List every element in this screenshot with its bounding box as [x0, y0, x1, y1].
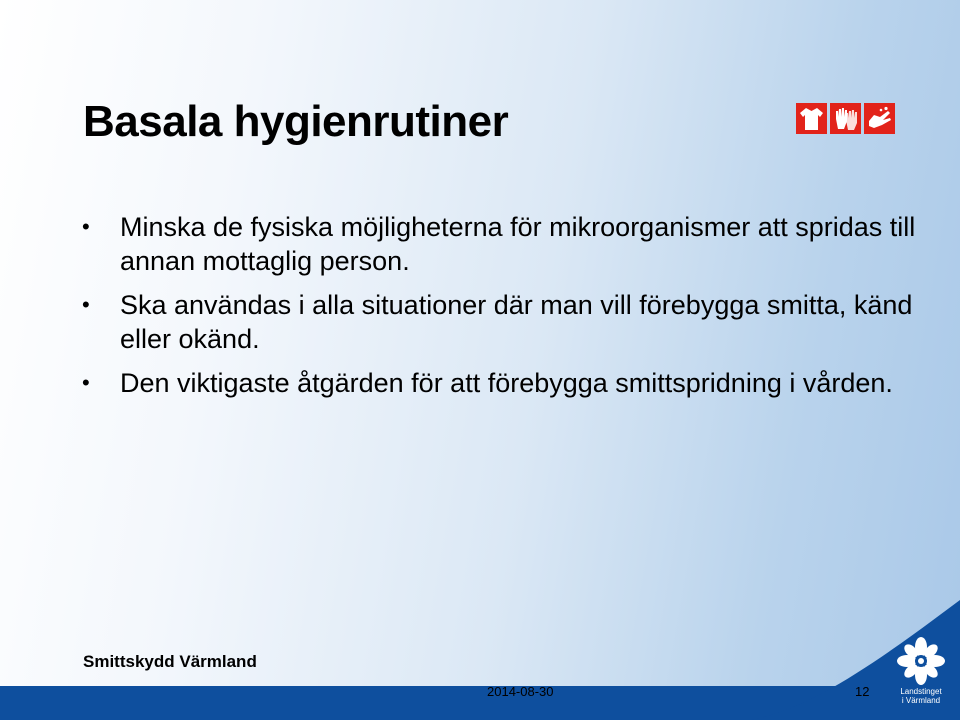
- logo-text-line1: Landstinget: [900, 687, 942, 696]
- slide-title: Basala hygienrutiner: [83, 97, 509, 146]
- slide-date: 2014-08-30: [487, 684, 554, 699]
- bullet-item: [82, 366, 922, 400]
- bullet-text: Ska användas i alla situationer där man vill förebygga smitta, känd eller okänd.: [120, 290, 913, 354]
- bullet-dot: •: [82, 370, 90, 395]
- bullet-list: [82, 210, 922, 410]
- bullet-dot: •: [82, 292, 90, 317]
- gloves-icon: [830, 103, 861, 134]
- page-number: 12: [855, 684, 870, 699]
- footer-organization: Smittskydd Värmland: [83, 652, 257, 671]
- bullet-item: [82, 288, 922, 356]
- apron-icon: [796, 103, 827, 134]
- county-flower-logo: [896, 636, 946, 712]
- logo-text-line2: i Värmland: [901, 696, 941, 705]
- bullet-item: [82, 210, 922, 278]
- bullet-text: Den viktigaste åtgärden för att förebygga smittspridning i vården.: [120, 368, 893, 398]
- hygiene-icons: [796, 103, 895, 134]
- bullet-text: Minska de fysiska möjligheterna för mikroorganismer att spridas till annan mottaglig person.: [120, 212, 916, 276]
- bullet-dot: •: [82, 214, 90, 239]
- hand-disinfection-icon: [864, 103, 895, 134]
